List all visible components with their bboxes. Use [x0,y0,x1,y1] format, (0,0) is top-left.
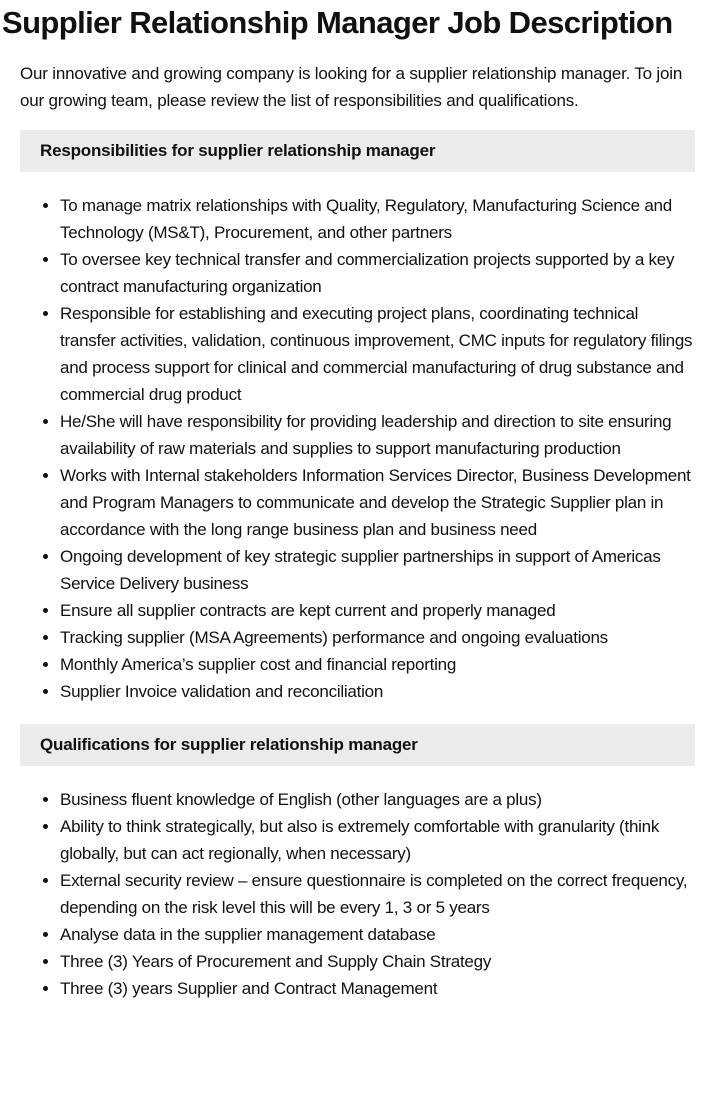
list-item: • Analyse data in the supplier management database [60,921,696,948]
qualifications-list [0,786,720,1002]
responsibilities-list [0,192,720,705]
list-item: • Supplier Invoice validation and reconciliation [60,678,696,705]
list-item: • Business fluent knowledge of English (other languages are a plus) [60,786,696,813]
qualifications-heading: Qualifications for supplier relationship manager [20,724,695,766]
list-item: • Works with Internal stakeholders Information Services Director, Business Development and Program Managers to communicate and develop the Strategic Supplier plan in accordance with the long range business plan and business need [60,462,696,543]
list-item: • Responsible for establishing and executing project plans, coordinating technical transfer activities, validation, continuous improvement, CMC inputs for regulatory filings and process support for clinical and commercial manufacturing of drug substance and commercial drug product [60,300,696,408]
list-item: • Ability to think strategically, but also is extremely comfortable with granularity (think globally, but can act regionally, when necessary) [60,813,696,867]
list-item: • To manage matrix relationships with Quality, Regulatory, Manufacturing Science and Technology (MS&T), Procurement, and other partners [60,192,696,246]
responsibilities-heading: Responsibilities for supplier relationship manager [20,130,695,172]
list-item: • Ongoing development of key strategic supplier partnerships in support of Americas Service Delivery business [60,543,696,597]
list-item: • Monthly America’s supplier cost and financial reporting [60,651,696,678]
list-item: • Three (3) years Supplier and Contract Management [60,975,696,1002]
list-item: • Three (3) Years of Procurement and Supply Chain Strategy [60,948,696,975]
list-item: • To oversee key technical transfer and commercialization projects supported by a key contract manufacturing organization [60,246,696,300]
list-item: • Ensure all supplier contracts are kept current and properly managed [60,597,696,624]
intro-paragraph: Our innovative and growing company is looking for a supplier relationship manager. To join our growing team, please review the list of responsibilities and qualifications. [20,64,683,110]
page-title: Supplier Relationship Manager Job Description [2,5,673,40]
list-item: • Tracking supplier (MSA Agreements) performance and ongoing evaluations [60,624,696,651]
list-item: • External security review – ensure questionnaire is completed on the correct frequency, depending on the risk level this will be every 1, 3 or 5 years [60,867,696,921]
list-item: • He/She will have responsibility for providing leadership and direction to site ensuring availability of raw materials and supplies to support manufacturing production [60,408,696,462]
